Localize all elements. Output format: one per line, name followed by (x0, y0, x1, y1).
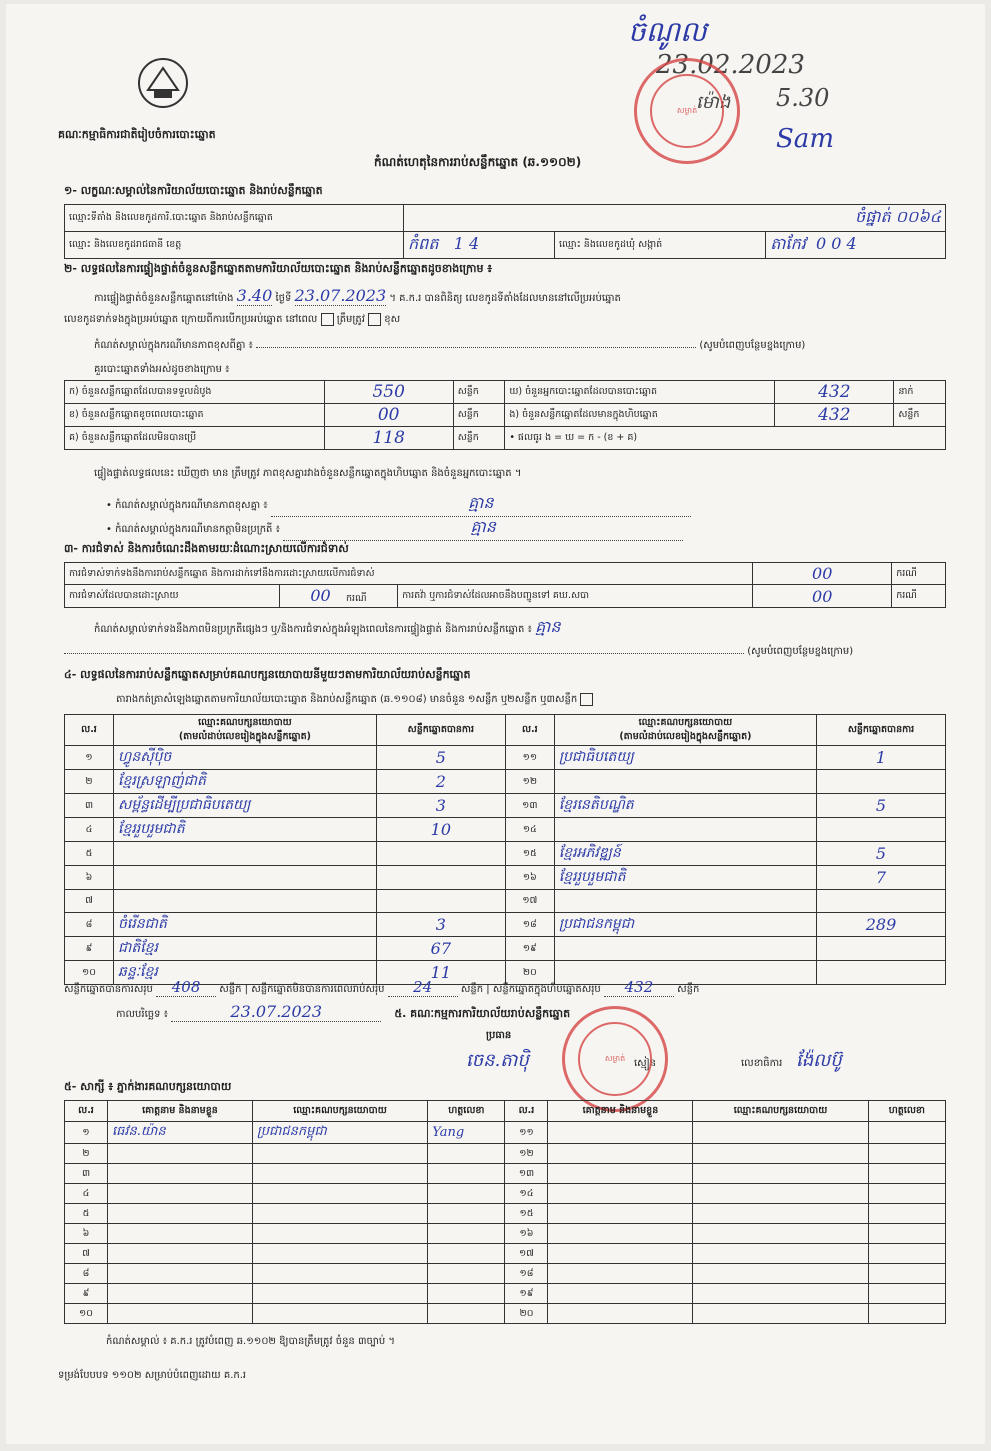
line1-a: ការផ្ទៀងផ្ទាត់ចំនួនសន្លឹកឆ្នោតនៅម៉ោង (94, 293, 234, 304)
section1-title: ១- លក្ខណៈសម្គាល់នៃការិយាល័យបោះឆ្នោត និងរាប់សន្លឹកឆ្នោត (64, 184, 323, 197)
section3-table (64, 562, 946, 608)
compare-line: ផ្ទៀងផ្ទាត់លទ្ធផលនេះ ឃើញថា មាន ត្រឹមត្រូវ ភាពខុសគ្នារវាងចំនួនសន្លឹកឆ្នោតក្នុងហិបឆ្នោត និងចំនួនអ្នកបោះឆ្នោត ។ (94, 468, 522, 479)
w-col-party-right: ឈ្មោះគណបក្សនយោបាយ (693, 1101, 868, 1122)
section3-title: ៣- ការជំទាស់ និងការចំណេះដឹងតាមរយៈដំណោះស្រាយលើការជំទាស់ (64, 542, 349, 555)
witness-sign-left (428, 1264, 505, 1284)
witness-name-left (108, 1244, 253, 1264)
result-party-left (114, 890, 377, 913)
result-party-right (554, 890, 816, 913)
location-label: ឈ្មោះទីតាំង និងលេខកូដការិ.បោះឆ្នោត និងរាប់សន្លឹកឆ្នោត (65, 205, 404, 232)
line1-time: 3.40 (236, 286, 273, 305)
witness-row (65, 1304, 946, 1324)
result-votes-right: 289 (817, 913, 946, 937)
section4-subline (116, 692, 593, 707)
witness-name-right (548, 1164, 693, 1184)
witness-row (65, 1184, 946, 1204)
result-no-left: ៥ (65, 842, 114, 866)
witness-sign-left: Yang (428, 1122, 505, 1144)
witness-name-right (548, 1224, 693, 1244)
result-no-left: ៦ (65, 866, 114, 890)
member-label: លេខាធិការ (741, 1058, 783, 1069)
witness-no-right: ១៩ (505, 1284, 548, 1304)
witness-party-right (693, 1304, 868, 1324)
witness-row (65, 1204, 946, 1224)
results-row (65, 794, 946, 818)
section2-note-line (94, 338, 805, 353)
witness-sign-right (868, 1264, 945, 1284)
witness-row (65, 1144, 946, 1164)
objection-row2-value (279, 585, 397, 608)
witness-party-right (693, 1164, 868, 1184)
witness-sign-right (868, 1224, 945, 1244)
results-row (65, 746, 946, 770)
footer-note: កំណត់សម្គាល់ ៖ គ.ក.រ ត្រូវបំពេញ ឆ.១១០២ ឱ្យបានត្រឹមត្រូវ ចំនួន ៣ច្បាប់ ។ (106, 1336, 395, 1347)
section3-note-value: គ្មាន (535, 617, 561, 636)
witness-sign-left (428, 1144, 505, 1164)
result-votes-right: 5 (817, 794, 946, 818)
result-votes-right: 7 (817, 866, 946, 890)
committee-label: ៥. គណៈកម្មការការិយាល័យរាប់សន្លឹកឆ្នោត (394, 1007, 571, 1020)
note2-value: គ្មាន (271, 492, 691, 517)
witness-party-left (252, 1244, 427, 1264)
witness-name-left (108, 1144, 253, 1164)
total-valid-unit: សន្លឹក (219, 984, 242, 995)
witness-name-left (108, 1204, 253, 1224)
witness-no-right: ១៣ (505, 1164, 548, 1184)
witness-no-right: ១៧ (505, 1244, 548, 1264)
capital-value-text: កំពត (408, 234, 439, 253)
result-votes-left: 5 (376, 746, 505, 770)
footer-code: ទម្រង់បែបបទ ១១០២ សម្រាប់បំពេញដោយ គ.ក.រ (58, 1370, 247, 1381)
witness-no-left: ១ (65, 1122, 108, 1144)
witness-no-right: ១២ (505, 1144, 548, 1164)
objection-row2-value-text: 00 (310, 586, 331, 605)
section1-table (64, 204, 946, 259)
objection-row2b-label: ការតវ៉ា ឬការជំទាស់ដែលអាចនឹងបញ្ជូនទៅ គឃ.សបា (398, 585, 753, 608)
objection-row2b-value: 00 (753, 585, 892, 608)
result-party-right: ប្រជាជនកម្ពុជា (554, 913, 816, 937)
note2-line (106, 492, 691, 517)
result-party-left: ខ្មែររួបរួមជាតិ (114, 818, 377, 842)
result-no-left: ៩ (65, 937, 114, 961)
w-col-no-left: ល.រ (65, 1101, 108, 1122)
results-row (65, 818, 946, 842)
section5-title: ៥- សាក្សី ៖ ភ្នាក់ងារគណបក្សនយោបាយ (64, 1080, 232, 1093)
commune-code: 0 0 4 (816, 234, 857, 253)
result-no-left: ៣ (65, 794, 114, 818)
witness-name-right (548, 1304, 693, 1324)
section2-intro: គួរបោះឆ្នោតទាំងអស់ដូចខាងក្រោម ៖ (94, 364, 230, 375)
result-votes-right (817, 818, 946, 842)
objection-row2-unit: ករណី (345, 593, 367, 604)
capital-label: ឈ្មោះ និងលេខកូដរាជធានី ខេត្ត (65, 232, 404, 259)
row3-formula: • ផលធូរ ង = ឃ = ក - (ខ + គ) (505, 427, 946, 450)
result-votes-left: 67 (376, 937, 505, 961)
note3-value: គ្មាន (283, 516, 683, 541)
result-no-left: ២ (65, 770, 114, 794)
witness-name-right (548, 1144, 693, 1164)
row2-left-value: 00 (324, 404, 453, 427)
committee-stamp: សម្ងាត់ (562, 1006, 668, 1112)
witness-no-left: ៧ (65, 1244, 108, 1264)
section2-table (64, 380, 946, 450)
witness-no-right: ១១ (505, 1122, 548, 1144)
result-party-left: ខ្មែរស្រឡាញ់ជាតិ (114, 770, 377, 794)
witness-no-right: ១៤ (505, 1184, 548, 1204)
col-party-right-sub: (តាមលំដាប់លេខរៀងក្នុងសន្លឹកឆ្នោត) (619, 731, 752, 742)
result-no-right: ១៥ (505, 842, 554, 866)
form-title: កំណត់ហេតុនៃការរាប់សន្លឹកឆ្នោត (ឆ.១១០២) (374, 155, 582, 169)
result-no-left: ១០ (65, 961, 114, 985)
witness-no-left: ៤ (65, 1184, 108, 1204)
line1-b: ថ្ងៃទី (275, 293, 292, 304)
w-col-name-right: គោត្តនាម និងនាមខ្លួន (548, 1101, 693, 1122)
row3-left-value: 118 (324, 427, 453, 450)
witness-row (65, 1284, 946, 1304)
witness-party-left (252, 1164, 427, 1184)
witness-sign-left (428, 1204, 505, 1224)
row1-left-value: 550 (324, 381, 453, 404)
result-votes-left (376, 890, 505, 913)
col-party-right-title: ឈ្មោះគណបក្សនយោបាយ (638, 717, 733, 728)
witness-no-left: ៩ (65, 1284, 108, 1304)
total-all-value: 432 (604, 978, 674, 997)
witness-party-left (252, 1224, 427, 1244)
objection-row2-label: ការជំទាស់ដែលបានដោះស្រាយ (65, 585, 280, 608)
row3-left-label: គ) ចំនួនសន្លឹកឆ្នោតដែលមិនបានប្រើ (65, 427, 325, 450)
witness-no-left: ១០ (65, 1304, 108, 1324)
row2-right-value: 432 (775, 404, 894, 427)
result-votes-left (376, 842, 505, 866)
totals-line: សន្លឹកឆ្នោតបានការសរុប 408 សន្លឹក | សន្លឹកឆ្នោតមិនបានការពេលរាប់សរុប 24 សន្លឹក | សន្លឹកឆ្នោតក្នុងហិបឆ្នោតសរុប 432 សន្លឹក (64, 978, 700, 996)
wrong-label: ខុស (384, 314, 401, 325)
line2-text: លេខកូដទាក់ទងក្នុងប្រអប់ឆ្នោត ក្រោយពីការបើកប្រអប់ឆ្នោត នៅពេល (64, 314, 318, 325)
total-all-label: សន្លឹកឆ្នោតក្នុងហិបឆ្នោតសរុប (492, 984, 601, 995)
result-party-left (114, 842, 377, 866)
witness-name-right (548, 1284, 693, 1304)
result-no-right: ១៣ (505, 794, 554, 818)
president-label: ប្រធាន (486, 1030, 512, 1041)
results-row (65, 890, 946, 913)
witness-row (65, 1164, 946, 1184)
date-label: កាលបរិច្ឆេទ ៖ (116, 1009, 169, 1020)
note3-label: • កំណត់សម្គាល់ក្នុងករណីមានកត្តាមិនប្រក្រតី ៖ (106, 524, 280, 535)
result-votes-right: 5 (817, 842, 946, 866)
result-votes-right (817, 890, 946, 913)
w-col-name-left: គោត្តនាម និងនាមខ្លួន (108, 1101, 253, 1122)
section4-title: ៤- លទ្ធផលនៃការរាប់សន្លឹកឆ្នោតសម្រាប់គណបក្សនយោបាយនីមួយៗតាមការិយាល័យរាប់សន្លឹកឆ្នោត (64, 668, 471, 681)
result-votes-left: 11 (376, 961, 505, 985)
note3-line (106, 516, 683, 541)
result-party-left: ហ្វូនស៊ីប៉ិច (114, 746, 377, 770)
witness-row (65, 1264, 946, 1284)
witness-name-left (108, 1224, 253, 1244)
witness-no-left: ៣ (65, 1164, 108, 1184)
capital-value (404, 232, 555, 259)
secretary-label: ស្មៀន (634, 1058, 657, 1069)
witness-sign-right (868, 1122, 945, 1144)
results-row (65, 842, 946, 866)
count-row-3 (65, 427, 946, 450)
result-votes-left: 10 (376, 818, 505, 842)
witness-name-left (108, 1304, 253, 1324)
witness-sign-right (868, 1244, 945, 1264)
date-value: 23.07.2023 (171, 1002, 381, 1022)
result-party-right: ប្រជាធិបតេយ្យ (554, 746, 816, 770)
capital-code: 1 4 (453, 234, 480, 253)
line1-c: ។ គ.ក.រ បានពិនិត្យ លេខកូដទីតាំងដែលមាននៅលើប្រអប់ឆ្នោត (389, 293, 621, 304)
commune-label: ឈ្មោះ និងលេខកូដឃុំ សង្កាត់ (554, 232, 765, 259)
total-invalid-value: 24 (388, 978, 458, 997)
location-value: ចំផ្នាត់ ០០៦៤ (404, 205, 946, 232)
section3-note-hint-line (64, 644, 853, 659)
col-votes-left: សន្លឹកឆ្នោតបានការ (376, 715, 505, 746)
result-votes-left (376, 866, 505, 890)
witness-name-left (108, 1284, 253, 1304)
result-no-right: ២០ (505, 961, 554, 985)
objection-row1-unit: ករណី (892, 563, 946, 585)
witness-name-left (108, 1164, 253, 1184)
results-row (65, 913, 946, 937)
results-row (65, 866, 946, 890)
section4-subline-text: តារាងកត់ត្រាសំឡេងឆ្នោតតាមការិយាល័យបោះឆ្នោត និងរាប់សន្លឹកឆ្នោត (ឆ.១១០៨) មានចំនួន ១សន្លឹក ឬ២សន្លឹក ឬ៣សន្លឹក (116, 694, 578, 705)
witness-party-right (693, 1144, 868, 1164)
witness-no-right: ២០ (505, 1304, 548, 1324)
witness-sign-right (868, 1284, 945, 1304)
witness-no-left: ៦ (65, 1224, 108, 1244)
witness-name-right (548, 1264, 693, 1284)
total-invalid-unit: សន្លឹក (460, 984, 484, 995)
w-col-sign-right: ហត្ថលេខា (868, 1101, 945, 1122)
total-valid-value: 408 (156, 978, 216, 997)
col-votes-right: សន្លឹកឆ្នោតបានការ (817, 715, 946, 746)
witness-party-left (252, 1184, 427, 1204)
witness-no-left: ៨ (65, 1264, 108, 1284)
result-no-left: ១ (65, 746, 114, 770)
witness-party-right (693, 1284, 868, 1304)
section3-note-line (94, 616, 560, 640)
witness-name-right (548, 1244, 693, 1264)
col-party-left (114, 715, 377, 746)
objection-row1-value: 00 (753, 563, 892, 585)
section3-note-label: កំណត់សម្គាល់ទាក់ទងនឹងភាពមិនប្រក្រតីផ្សេងៗ ឬ/និងការជំទាស់ក្នុងអំឡុងពេលនៃការផ្ទៀងផ្ទាត់ និងការរាប់សន្លឹកឆ្នោត ៖ (94, 624, 532, 635)
result-no-right: ១៦ (505, 866, 554, 890)
objection-row1-label: ការជំទាស់ទាក់ទងនឹងការរាប់សន្លឹកឆ្នោត និងការដាក់ទៅនឹងការដោះស្រាយលើការជំទាស់ (65, 563, 753, 585)
w-col-sign-left: ហត្ថលេខា (428, 1101, 505, 1122)
row2-left-label: ខ) ចំនួនសន្លឹកឆ្នោតខូចពេលបោះឆ្នោត (65, 404, 325, 427)
objection-row2b-unit: ករណី (892, 585, 946, 608)
line1-date: 23.07.2023 (294, 286, 387, 305)
president-name: ចេន.តាប៉ិ (466, 1050, 529, 1071)
w-col-party-left: ឈ្មោះគណបក្សនយោបាយ (252, 1101, 427, 1122)
total-invalid-label: សន្លឹកឆ្នោតមិនបានការពេលរាប់សរុប (251, 984, 385, 995)
result-party-left (114, 866, 377, 890)
row1-right-value: 432 (775, 381, 894, 404)
member-name: ង៉ែលប៊ូ (796, 1050, 842, 1071)
handwritten-signature: Sam (776, 124, 834, 154)
results-table (64, 714, 946, 985)
col-party-left-title: ឈ្មោះគណបក្សនយោបាយ (198, 717, 292, 728)
result-party-left: សម្ព័ន្ធដើម្បីប្រជាធិបតេយ្យ (114, 794, 377, 818)
results-row (65, 937, 946, 961)
result-votes-left: 3 (376, 913, 505, 937)
row1-right-unit: នាក់ (894, 381, 946, 404)
result-no-left: ៨ (65, 913, 114, 937)
witness-party-right (693, 1122, 868, 1144)
sheet-count-checkbox[interactable] (580, 693, 593, 706)
count-row-1 (65, 381, 946, 404)
commune-value (766, 232, 946, 259)
witness-party-right (693, 1204, 868, 1224)
result-votes-right: 1 (817, 746, 946, 770)
row3-left-unit: សន្លឹក (453, 427, 505, 450)
witness-sign-left (428, 1304, 505, 1324)
note2-label: • កំណត់សម្គាល់ក្នុងករណីមានភាពខុសគ្នា ៖ (106, 500, 268, 511)
row2-right-unit: សន្លឹក (894, 404, 946, 427)
form-sheet (6, 4, 985, 1444)
witness-sign-left (428, 1184, 505, 1204)
result-no-right: ១៨ (505, 913, 554, 937)
row1-left-unit: សន្លឹក (453, 381, 505, 404)
note-label: កំណត់សម្គាល់ក្នុងករណីមានភាពខុសពីគ្នា ៖ (94, 340, 253, 351)
result-party-right: ខ្មែរអភិវឌ្ឍន៍ (554, 842, 816, 866)
result-party-left: ជាតិខ្មែរ (114, 937, 377, 961)
result-no-right: ១៩ (505, 937, 554, 961)
result-no-right: ១៧ (505, 890, 554, 913)
top-stamp: សម្ងាត់ (634, 58, 740, 164)
row2-right-label: ង) ចំនួនសន្លឹកឆ្នោតដែលមានក្នុងហិបឆ្នោត (505, 404, 775, 427)
witness-row (65, 1224, 946, 1244)
date-line (116, 1002, 570, 1023)
witness-table (64, 1100, 946, 1324)
witness-no-right: ១៦ (505, 1224, 548, 1244)
row1-right-label: ឃ) ចំនួនអ្នកបោះឆ្នោតដែលបានបោះឆ្នោត (505, 381, 775, 404)
correct-checkbox[interactable] (321, 313, 334, 326)
result-party-right: ខ្មែរនេតិបណ្ឌិត (554, 794, 816, 818)
result-party-left: ចំរើនជាតិ (114, 913, 377, 937)
result-party-right (554, 937, 816, 961)
committee-name: គណៈកម្មាធិការជាតិរៀបចំការបោះឆ្នោត (58, 128, 216, 141)
result-votes-right (817, 961, 946, 985)
witness-party-right (693, 1184, 868, 1204)
correct-label: ត្រឹមត្រូវ (336, 314, 365, 325)
witness-party-left (252, 1264, 427, 1284)
witness-row (65, 1244, 946, 1264)
result-votes-right (817, 937, 946, 961)
result-party-right: ខ្មែររួបរួមជាតិ (554, 866, 816, 890)
witness-party-right (693, 1244, 868, 1264)
witness-name-left (108, 1264, 253, 1284)
witness-party-left (252, 1304, 427, 1324)
witness-name-right (548, 1184, 693, 1204)
section2-line1 (94, 286, 621, 306)
witness-party-right (693, 1224, 868, 1244)
witness-sign-left (428, 1224, 505, 1244)
handwritten-time-label: ម៉ោង (696, 92, 731, 113)
result-votes-left: 2 (376, 770, 505, 794)
note-hint: (សូមបំពេញបន្ថែមខ្នងក្រោម) (699, 340, 806, 351)
witness-party-right (693, 1264, 868, 1284)
result-votes-left: 3 (376, 794, 505, 818)
handwritten-date: 23.02.2023 (656, 50, 805, 80)
wrong-checkbox[interactable] (368, 313, 381, 326)
witness-sign-left (428, 1284, 505, 1304)
section2-title: ២- លទ្ធផលនៃការផ្ទៀងផ្ទាត់ចំនួនសន្លឹកឆ្នោតតាមការិយាល័យបោះឆ្នោត និងរាប់សន្លឹកឆ្នោតដូចខាងក្រោម ៖ (64, 262, 493, 275)
results-row (65, 770, 946, 794)
total-all-unit: សន្លឹក (677, 984, 700, 995)
w-col-no-right: ល.រ (505, 1101, 548, 1122)
witness-no-left: ២ (65, 1144, 108, 1164)
result-party-left: ឆន្ទៈខ្មែរ (114, 961, 377, 985)
witness-sign-right (868, 1144, 945, 1164)
section2-line2 (64, 312, 400, 327)
result-votes-right (817, 770, 946, 794)
witness-no-right: ១៨ (505, 1264, 548, 1284)
emblem-logo (136, 56, 190, 110)
result-no-right: ១៤ (505, 818, 554, 842)
col-party-right (554, 715, 816, 746)
result-no-right: ១១ (505, 746, 554, 770)
witness-party-left (252, 1284, 427, 1304)
witness-party-left: ប្រជាជនកម្ពុជា (252, 1122, 427, 1144)
row1-left-label: ក) ចំនួនសន្លឹកឆ្នោតដែលបានទទួលដំបូង (65, 381, 325, 404)
total-valid-label: សន្លឹកឆ្នោតបានការសរុប (64, 984, 153, 995)
witness-row (65, 1122, 946, 1144)
handwritten-note: ចំណូល (628, 15, 707, 48)
result-no-left: ៤ (65, 818, 114, 842)
witness-sign-right (868, 1164, 945, 1184)
handwritten-time: 5.30 (776, 84, 830, 112)
section3-note-hint: (សូមបំពេញបន្ថែមខ្នងក្រោម) (747, 646, 854, 657)
witness-sign-right (868, 1304, 945, 1324)
commune-value-text: តាកែវ (770, 234, 806, 253)
witness-name-right (548, 1204, 693, 1224)
result-no-left: ៧ (65, 890, 114, 913)
count-row-2 (65, 404, 946, 427)
witness-sign-right (868, 1204, 945, 1224)
result-party-right (554, 770, 816, 794)
col-party-left-sub: (តាមលំដាប់លេខរៀងក្នុងសន្លឹកឆ្នោត) (178, 731, 311, 742)
witness-sign-left (428, 1164, 505, 1184)
result-no-right: ១២ (505, 770, 554, 794)
witness-party-left (252, 1204, 427, 1224)
witness-name-left (108, 1184, 253, 1204)
witness-sign-left (428, 1244, 505, 1264)
witness-sign-right (868, 1184, 945, 1204)
col-no-right: ល.រ (505, 715, 554, 746)
witness-no-left: ៥ (65, 1204, 108, 1224)
witness-no-right: ១៥ (505, 1204, 548, 1224)
row2-left-unit: សន្លឹក (453, 404, 505, 427)
col-no-left: ល.រ (65, 715, 114, 746)
witness-name-right (548, 1122, 693, 1144)
result-party-right (554, 818, 816, 842)
witness-party-left (252, 1144, 427, 1164)
witness-name-left: ធេវន.យ៉ាន (108, 1122, 253, 1144)
